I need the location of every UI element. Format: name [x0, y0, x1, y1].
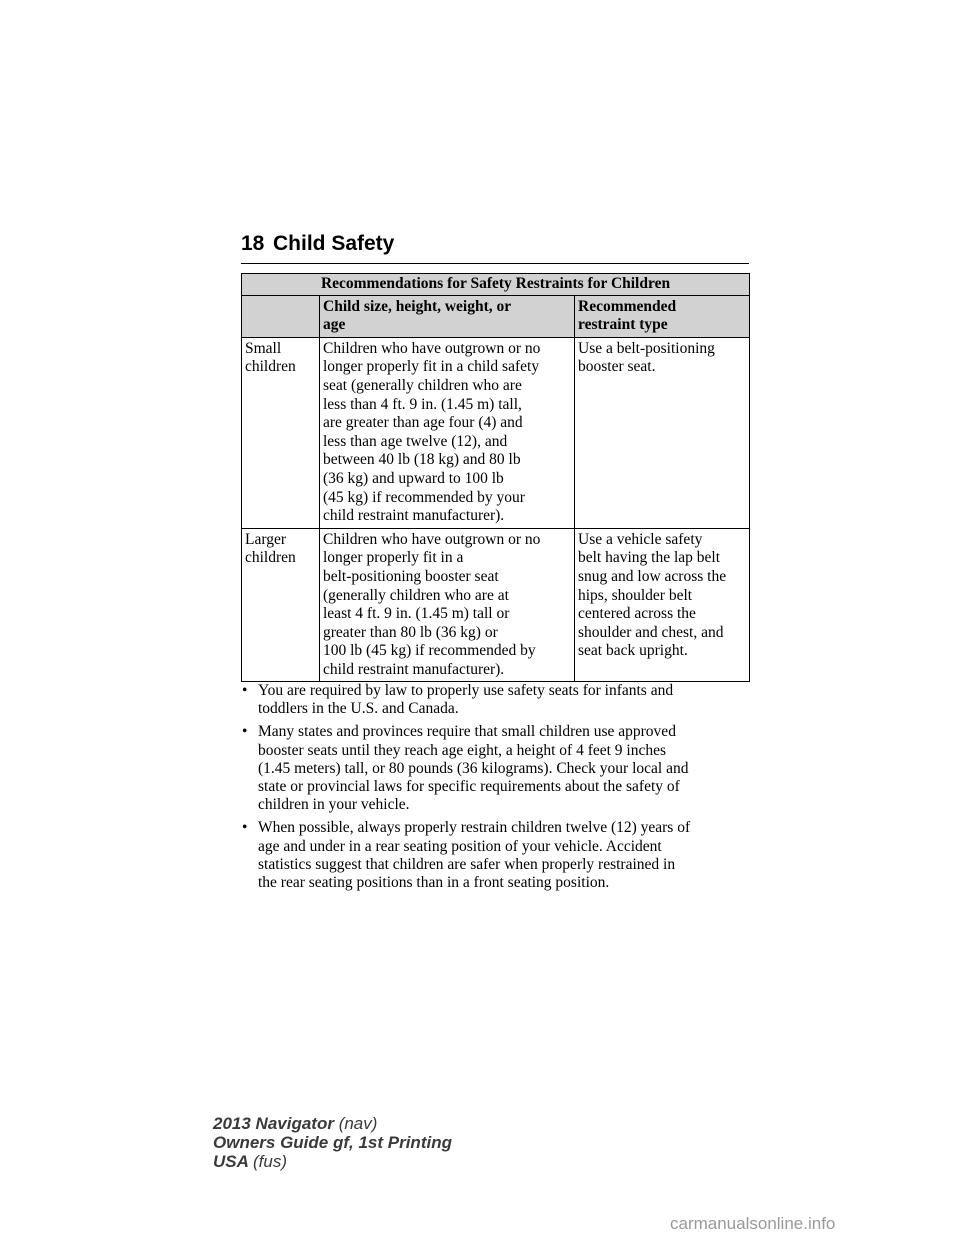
footer-region-code: (fus): [253, 1152, 287, 1171]
table-row: [242, 528, 750, 682]
table-header-row: [242, 295, 750, 337]
bullet-text: You are required by law to properly use safety seats for infants and toddlers in the U.S. and Canada.: [258, 682, 674, 718]
row-label-larger-children: Larger children: [242, 528, 320, 682]
column-header-restraint-type: Recommended restraint type: [575, 295, 750, 337]
bullet-text: When possible, always properly restrain children twelve (12) years of age and under in a rear seating position of your vehicle. Accident statistics suggest that children are safer when properly restrained in the rear seating positions than in a front seating position.: [258, 819, 691, 892]
watermark: carmanualsonline.info: [670, 1214, 836, 1233]
footer-model: 2013 Navigator: [213, 1114, 334, 1133]
list-item: [242, 819, 762, 892]
footer-line-guide: Owners Guide gf, 1st Printing: [213, 1133, 452, 1152]
table-caption-row: [242, 274, 750, 296]
footer-region: USA: [213, 1152, 249, 1171]
bullet-marker: •: [242, 682, 248, 699]
document-footer: [213, 1114, 613, 1171]
list-item: [242, 723, 762, 814]
list-item: [242, 682, 762, 718]
footer-line-model: [213, 1114, 613, 1133]
row-label-small-children: Small children: [242, 337, 320, 528]
column-header-child-size: Child size, height, weight, or age: [320, 295, 575, 337]
column-header-category: [242, 295, 320, 337]
section-title: Child Safety: [273, 232, 395, 255]
table-row: [242, 337, 750, 528]
restraint-type-cell: Use a vehicle safety belt having the lap belt snug and low across the hips, shoulder belt centered across the shoulder and chest, and seat back upright.: [575, 528, 750, 682]
bullet-text: Many states and provinces require that small children use approved booster seats until they reach age eight, a height of 4 feet 9 inches (1.45 meters) tall, or 80 pounds (36 kilograms). Check your local and state or provincial laws for specific requirements about the safety of children in your vehicle.: [258, 723, 689, 814]
table-caption: Recommendations for Safety Restraints for Children: [242, 274, 750, 296]
restraints-table: [241, 273, 750, 682]
child-size-cell: Children who have outgrown or no longer properly fit in a belt-positioning booster seat (generally children who are at least 4 ft. 9 in. (1.45 m) tall or greater than 80 lb (36 kg) or 100 lb (45 kg) if recommended by child restraint manufacturer).: [320, 528, 575, 682]
footer-model-code: (nav): [338, 1114, 378, 1133]
child-size-cell: Children who have outgrown or no longer properly fit in a child safety seat (generally children who are less than 4 ft. 9 in. (1.45 m) tall, are greater than age four (4) and less than age twelve (12), and between 40 lb (18 kg) and 80 lb (36 kg) and upward to 100 lb (45 kg) if recommended by your child restraint manufacturer).: [320, 337, 575, 528]
footer-line-region: [213, 1152, 613, 1171]
bullet-list: [242, 682, 762, 897]
bullet-marker: •: [242, 723, 248, 741]
page-number: 18: [241, 232, 265, 255]
bullet-marker: •: [242, 819, 248, 837]
restraint-type-cell: Use a belt-positioning booster seat.: [575, 337, 750, 528]
page-header: [241, 229, 749, 264]
